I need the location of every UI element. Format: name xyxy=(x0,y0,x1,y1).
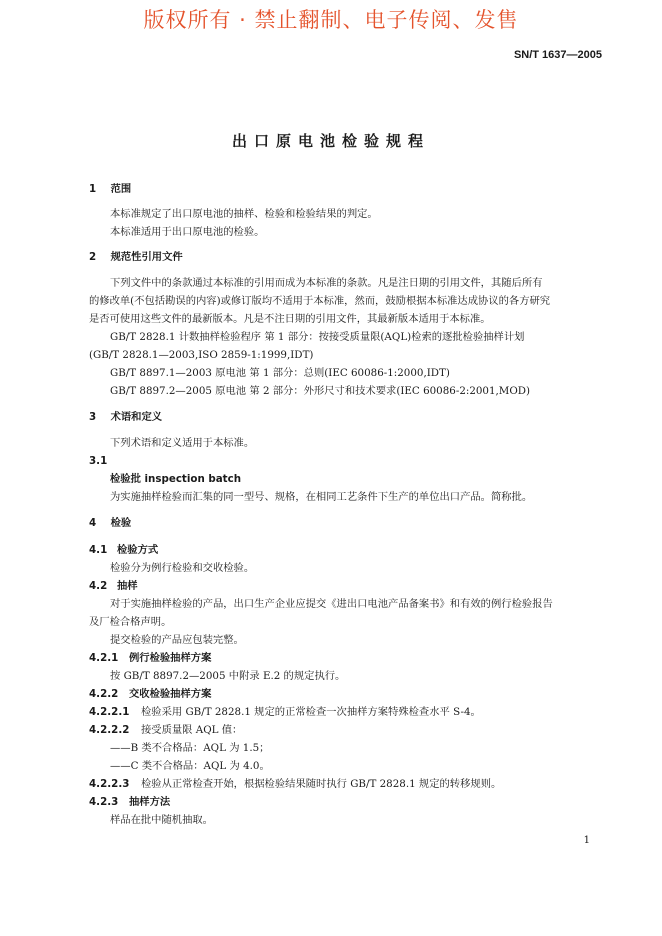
section-4-2-3-paragraph: 样品在批中随机抽取。 xyxy=(110,814,213,826)
section-3-paragraph: 下列术语和定义适用于本标准。 xyxy=(110,437,255,449)
reference-gbt8897-1: GB/T 8897.1—2003 原电池 第 1 部分：总则(IEC 60086-1:2000,IDT) xyxy=(110,367,450,379)
term-inspection-batch: 检验批 inspection batch xyxy=(110,473,242,485)
term-definition: 为实施抽样检验而汇集的同一型号、规格，在相同工艺条件下生产的单位出口产品。简称批。 xyxy=(110,491,533,503)
section-4-2-2-heading: 4.2.2 交收检验抽样方案 xyxy=(89,688,212,700)
section-4-1-paragraph: 检验分为例行检验和交收检验。 xyxy=(110,562,255,574)
section-1-heading: 1 范围 xyxy=(89,183,132,195)
reference-gbt2828-1-cont: (GB/T 2828.1—2003,ISO 2859-1:1999,IDT) xyxy=(89,349,314,361)
aql-class-b: ——B 类不合格品：AQL 为 1.5； xyxy=(110,742,270,754)
section-2-line-2: 的修改单(不包括勘误的内容)或修订版均不适用于本标准，然而，鼓励根据本标准达成协议的各方研究 xyxy=(89,295,551,307)
section-2-heading: 2 规范性引用文件 xyxy=(89,251,183,263)
clause-4-2-2-2: 4.2.2.2 接受质量限 AQL 值： xyxy=(89,724,243,736)
section-4-2-paragraph-2: 提交检验的产品应包装完整。 xyxy=(110,634,244,646)
clause-4-2-2-1: 4.2.2.1 检验采用 GB/T 2828.1 规定的正常检查一次抽样方案特殊检查水平 S-4。 xyxy=(89,706,481,718)
reference-gbt8897-2: GB/T 8897.2—2005 原电池 第 2 部分：外形尺寸和技术要求(IEC 60086-2:2001,MOD) xyxy=(110,385,531,397)
section-4-2-line-2: 及厂检合格声明。 xyxy=(89,616,172,628)
section-4-2-1-heading: 4.2.1 例行检验抽样方案 xyxy=(89,652,212,664)
section-4-heading: 4 检验 xyxy=(89,517,132,529)
section-3-heading: 3 术语和定义 xyxy=(89,411,163,423)
section-1-paragraph-2: 本标准适用于出口原电池的检验。 xyxy=(110,226,265,238)
aql-class-c: ——C 类不合格品：AQL 为 4.0。 xyxy=(110,760,270,772)
clause-4-2-2-3: 4.2.2.3 检验从正常检查开始，根据检验结果随时执行 GB/T 2828.1 规定的转移规则。 xyxy=(89,778,502,790)
reference-gbt2828-1: GB/T 2828.1 计数抽样检验程序 第 1 部分：按接受质量限(AQL)检索的逐批检验抽样计划 xyxy=(110,331,525,343)
section-4-2-1-paragraph: 按 GB/T 8897.2—2005 中附录 E.2 的规定执行。 xyxy=(110,670,346,682)
standard-code: SN/T 1637—2005 xyxy=(513,49,602,61)
section-3-1-number: 3.1 xyxy=(89,455,108,467)
section-2-line-1: 下列文件中的条款通过本标准的引用而成为本标准的条款。凡是注日期的引用文件，其随后所有 xyxy=(110,277,543,289)
watermark: 版权所有 · 禁止翻制、电子传阅、发售 xyxy=(143,8,519,32)
section-4-2-heading: 4.2 抽样 xyxy=(89,580,138,592)
section-1-paragraph-1: 本标准规定了出口原电池的抽样、检验和检验结果的判定。 xyxy=(110,208,378,220)
section-4-1-heading: 4.1 检验方式 xyxy=(89,544,159,556)
page-title: 出口原电池检验规程 xyxy=(231,132,430,150)
section-4-2-line-1: 对于实施抽样检验的产品，出口生产企业应提交《进出口电池产品备案书》和有效的例行检验报告 xyxy=(110,598,553,610)
page-number: 1 xyxy=(583,835,590,846)
section-4-2-3-heading: 4.2.3 抽样方法 xyxy=(89,796,171,808)
section-2-line-3: 是否可使用这些文件的最新版本。凡是不注日期的引用文件，其最新版本适用于本标准。 xyxy=(89,313,491,325)
